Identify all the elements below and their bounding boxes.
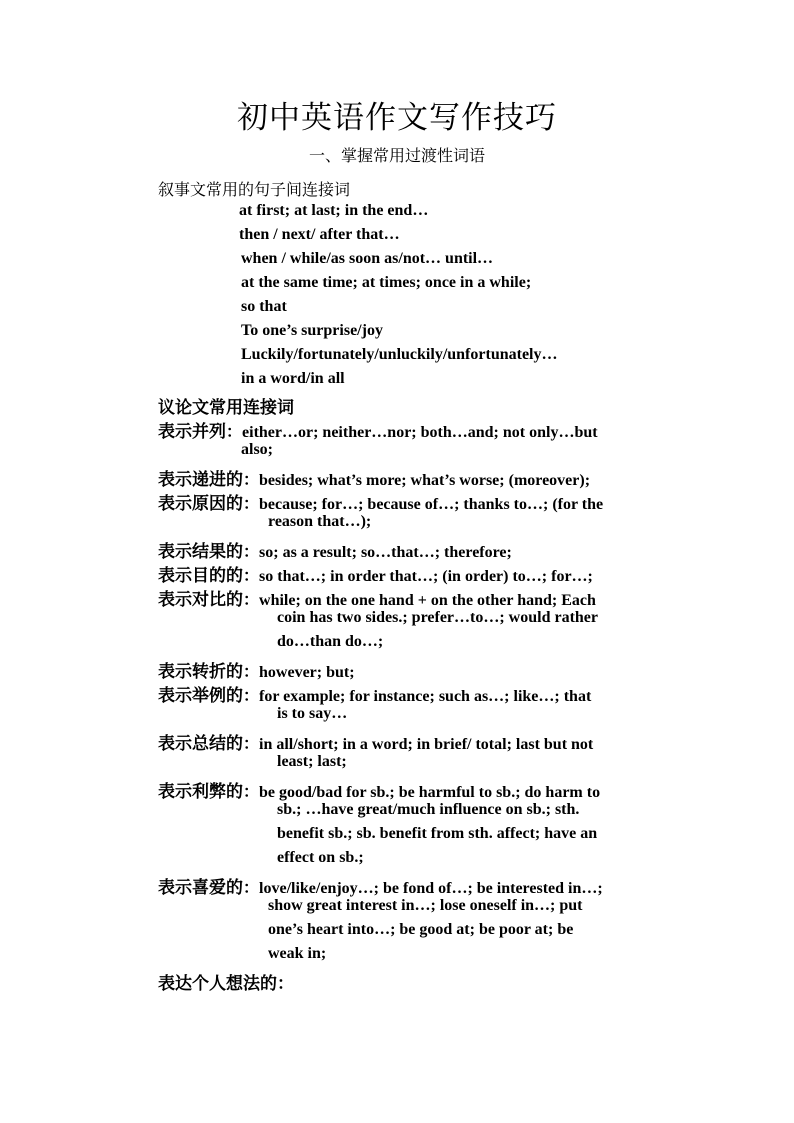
connector-text: be good/bad for sb.; be harmful to sb.; do harm to (259, 784, 601, 801)
connector-continuation: reason that…); (268, 513, 372, 530)
narrative-line: then / next/ after that… (239, 226, 400, 243)
connector-text: either…or; neither…nor; both…and; not only…but (242, 424, 598, 441)
argumentative-heading: 议论文常用连接词 (158, 398, 294, 418)
connector-entry (158, 657, 355, 682)
document-title: 初中英语作文写作技巧 (237, 100, 557, 136)
connector-entry (158, 465, 590, 490)
connector-entry (158, 681, 591, 706)
connector-label: 表示转折的 (158, 662, 243, 682)
connector-text: besides; what’s more; what’s worse; (moreover); (259, 472, 591, 489)
connector-label: 表示喜爱的 (158, 878, 243, 898)
narrative-line: at the same time; at times; once in a while; (241, 274, 532, 291)
label-separator: ： (243, 664, 260, 681)
narrative-line: To one’s surprise/joy (241, 322, 383, 339)
connector-entry (158, 561, 593, 586)
connector-entry (158, 585, 596, 610)
connector-label: 表示原因的 (158, 494, 243, 514)
connector-label: 表示结果的 (158, 542, 243, 562)
label-separator: ： (243, 496, 260, 513)
connector-continuation: show great interest in…; lose oneself in…; put (268, 897, 583, 914)
connector-entry (158, 489, 603, 514)
connector-text: while; on the one hand + on the other hand; Each (259, 592, 596, 609)
connector-label: 表示并列 (158, 422, 226, 442)
connector-continuation: is to say… (277, 705, 348, 722)
connector-text: for example; for instance; such as…; like…; that (259, 688, 592, 705)
label-separator: ： (243, 688, 260, 705)
narrative-line: in a word/in all (241, 370, 345, 387)
narrative-line: when / while/as soon as/not… until… (241, 250, 494, 267)
connector-text: because; for…; because of…; thanks to…; (for the (259, 496, 604, 513)
connector-label: 表示利弊的 (158, 782, 243, 802)
connector-continuation: sb.; …have great/much influence on sb.; sth. (277, 801, 580, 818)
narrative-line: so that (241, 298, 287, 315)
label-separator: ： (243, 568, 260, 585)
connector-text: in all/short; in a word; in brief/ total; last but not (259, 736, 594, 753)
connector-entry (158, 777, 600, 802)
label-separator: ： (243, 592, 260, 609)
connector-entry (158, 729, 593, 754)
connector-continuation: effect on sb.; (277, 849, 364, 866)
label-separator: ： (243, 784, 260, 801)
connector-text: so; as a result; so…that…; therefore; (259, 544, 512, 561)
narrative-line: Luckily/fortunately/unluckily/unfortunately… (241, 346, 558, 363)
connector-text: love/like/enjoy…; be fond of…; be interested in…; (259, 880, 603, 897)
connector-continuation: least; last; (277, 753, 347, 770)
connector-label: 表示目的的 (158, 566, 243, 586)
connector-entry (158, 537, 512, 562)
section-subtitle: 一、掌握常用过渡性词语 (308, 146, 485, 165)
connector-text: so that…; in order that…; (in order) to…; for…; (259, 568, 593, 585)
label-separator: ： (243, 880, 260, 897)
connector-continuation: coin has two sides.; prefer…to…; would rather (277, 609, 599, 626)
connector-continuation: do…than do…; (277, 633, 384, 650)
connector-continuation: one’s heart into…; be good at; be poor at; be (268, 921, 574, 938)
personal-opinion-heading: 表达个人想法的： (158, 974, 294, 994)
connector-continuation: weak in; (268, 945, 327, 962)
narrative-line: at first; at last; in the end… (239, 202, 429, 219)
connector-text: however; but; (259, 664, 355, 681)
label-separator: ： (226, 424, 243, 441)
connector-label: 表示举例的 (158, 686, 243, 706)
connector-label: 表示递进的 (158, 470, 243, 490)
connector-label: 表示对比的 (158, 590, 243, 610)
connector-entry (158, 417, 598, 442)
label-separator: ： (243, 544, 260, 561)
connector-label: 表示总结的 (158, 734, 243, 754)
narrative-heading: 叙事文常用的句子间连接词 (158, 180, 351, 199)
connector-continuation: benefit sb.; sb. benefit from sth. affect; have an (277, 825, 598, 842)
connector-continuation: also; (241, 441, 273, 458)
connector-entry (158, 873, 603, 898)
label-separator: ： (243, 736, 260, 753)
label-separator: ： (243, 472, 260, 489)
